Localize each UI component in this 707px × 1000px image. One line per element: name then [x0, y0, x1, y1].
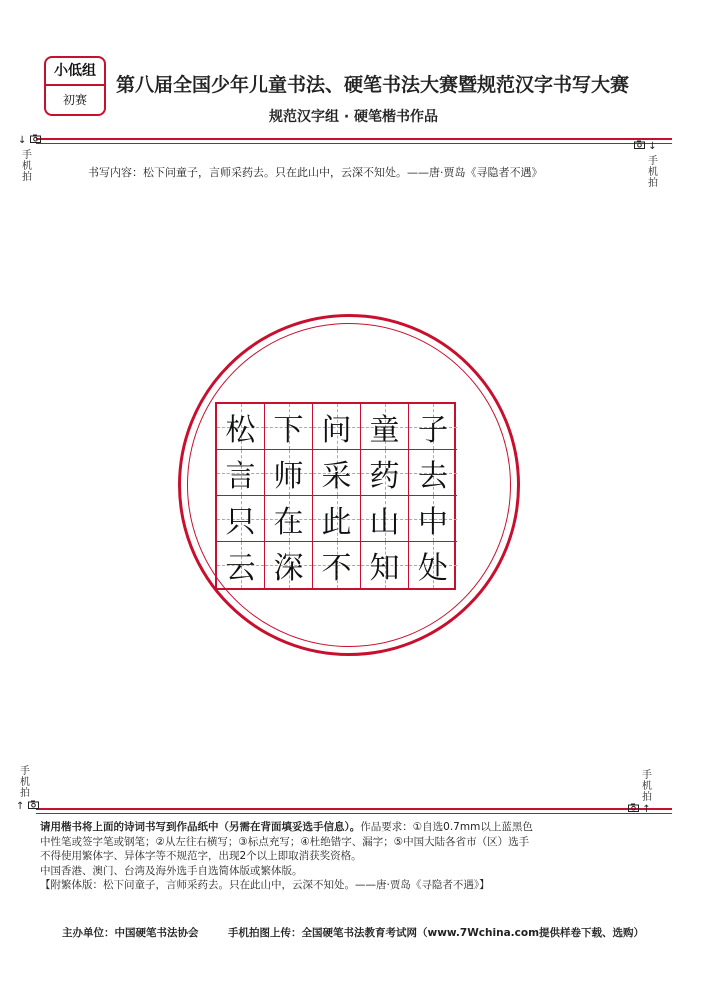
requirements-block	[40, 820, 664, 893]
grid-character: 云	[225, 551, 256, 586]
grid-cell	[361, 404, 409, 450]
grid-character: 采	[321, 458, 352, 494]
group-name: 小低组	[46, 58, 104, 86]
page-title: 第八届全国少年儿童书法、硬笔书法大赛暨规范汉字书写大赛	[116, 74, 630, 96]
grid-cell	[313, 542, 361, 588]
grid-cell	[409, 542, 457, 588]
writing-grid	[215, 402, 456, 590]
grid-character: 下	[273, 412, 304, 448]
grid-cell	[217, 404, 265, 450]
grid-character: 言	[225, 458, 256, 494]
organizer: 主办单位：中国硬笔书法协会	[62, 927, 199, 939]
bottom-right-photo-mark	[628, 803, 651, 815]
grid-character: 山	[369, 504, 400, 540]
traditional-version-note: 【附繁体版：松下问童子，言师采药去。只在此山中，云深不知处。——唐·贾岛《寻隐者不遇》】	[40, 879, 490, 891]
page-subtitle: 规范汉字组 · 硬笔楷书作品	[268, 109, 439, 125]
grid-character: 问	[321, 412, 352, 448]
round-label: 初赛	[62, 93, 87, 107]
grid-cell	[409, 450, 457, 496]
grid-cell	[217, 496, 265, 542]
top-right-phone-label: 手 机 拍	[648, 156, 658, 189]
grid-character: 童	[369, 412, 400, 448]
grid-character: 在	[273, 504, 304, 540]
grid-cell	[265, 404, 313, 450]
grid-character: 只	[225, 504, 256, 540]
writing-content: 书写内容：松下问童子，言师采药去。只在此山中，云深不知处。——唐·贾岛《寻隐者不遇》	[88, 166, 543, 179]
requirements-line-2: 中性笔或签字笔或钢笔；②从左往右横写；③标点充写；④杜绝错字、漏字；⑤中国大陆各省市（区）选手	[40, 835, 530, 848]
grid-character: 中	[418, 504, 448, 540]
upload-info: 手机拍图上传：全国硬笔书法教育考试网（www.7Wchina.com提供样卷下载、选购）	[228, 927, 645, 939]
grid-character: 不	[321, 551, 352, 586]
grid-character: 师	[273, 458, 304, 494]
grid-character: 药	[369, 458, 400, 494]
grid-cell	[265, 496, 313, 542]
grid-cell	[409, 496, 457, 542]
requirements-lead: 请用楷书将上面的诗词书写到作品纸中（另需在背面填妥选手信息）。	[40, 821, 361, 833]
bottom-left-photo-mark	[16, 800, 39, 812]
requirements-line-4: 中国香港、澳门、台湾及海外选手自选简体版或繁体版。	[40, 864, 303, 877]
top-divider	[36, 138, 672, 144]
camera-icon	[628, 804, 642, 815]
bottom-left-phone-label: 手 机 拍	[20, 766, 30, 799]
grid-cell	[361, 450, 409, 496]
grid-cell	[217, 450, 265, 496]
grid-cell	[217, 542, 265, 588]
grid-cell	[361, 542, 409, 588]
grid-cell	[409, 404, 457, 450]
arrow-up-icon: ↑	[642, 804, 651, 815]
grid-character: 深	[273, 551, 304, 586]
arrow-up-icon: ↑	[16, 801, 25, 812]
camera-icon	[28, 801, 39, 812]
bottom-right-phone-label: 手 机 拍	[642, 770, 652, 803]
top-left-photo-mark	[18, 134, 41, 146]
grid-cell	[265, 542, 313, 588]
grid-cell	[265, 450, 313, 496]
grid-cell	[361, 496, 409, 542]
arrow-down-icon: ↓	[18, 135, 27, 146]
grid-character: 知	[369, 551, 400, 586]
grid-cell	[313, 404, 361, 450]
bottom-divider	[36, 808, 672, 814]
grid-character: 处	[418, 551, 448, 586]
top-right-photo-mark	[634, 140, 657, 152]
requirements-line-1: 请用楷书将上面的诗词书写到作品纸中（另需在背面填妥选手信息）。作品要求：①自选0.7mm以上蓝黑色	[40, 821, 533, 833]
grid-character: 子	[418, 412, 448, 448]
grid-cell	[313, 496, 361, 542]
top-left-phone-label: 手 机 拍	[22, 150, 32, 183]
requirements-line-3: 不得使用繁体字、异体字等不规范字，出现2个以上即取消获奖资格。	[40, 850, 362, 862]
grid-character: 松	[225, 412, 256, 448]
arrow-down-icon: ↓	[648, 141, 657, 152]
grid-cell	[313, 450, 361, 496]
camera-icon	[30, 135, 41, 146]
grid-character: 去	[418, 458, 448, 494]
camera-icon	[634, 141, 648, 152]
grid-character: 此	[321, 504, 352, 540]
